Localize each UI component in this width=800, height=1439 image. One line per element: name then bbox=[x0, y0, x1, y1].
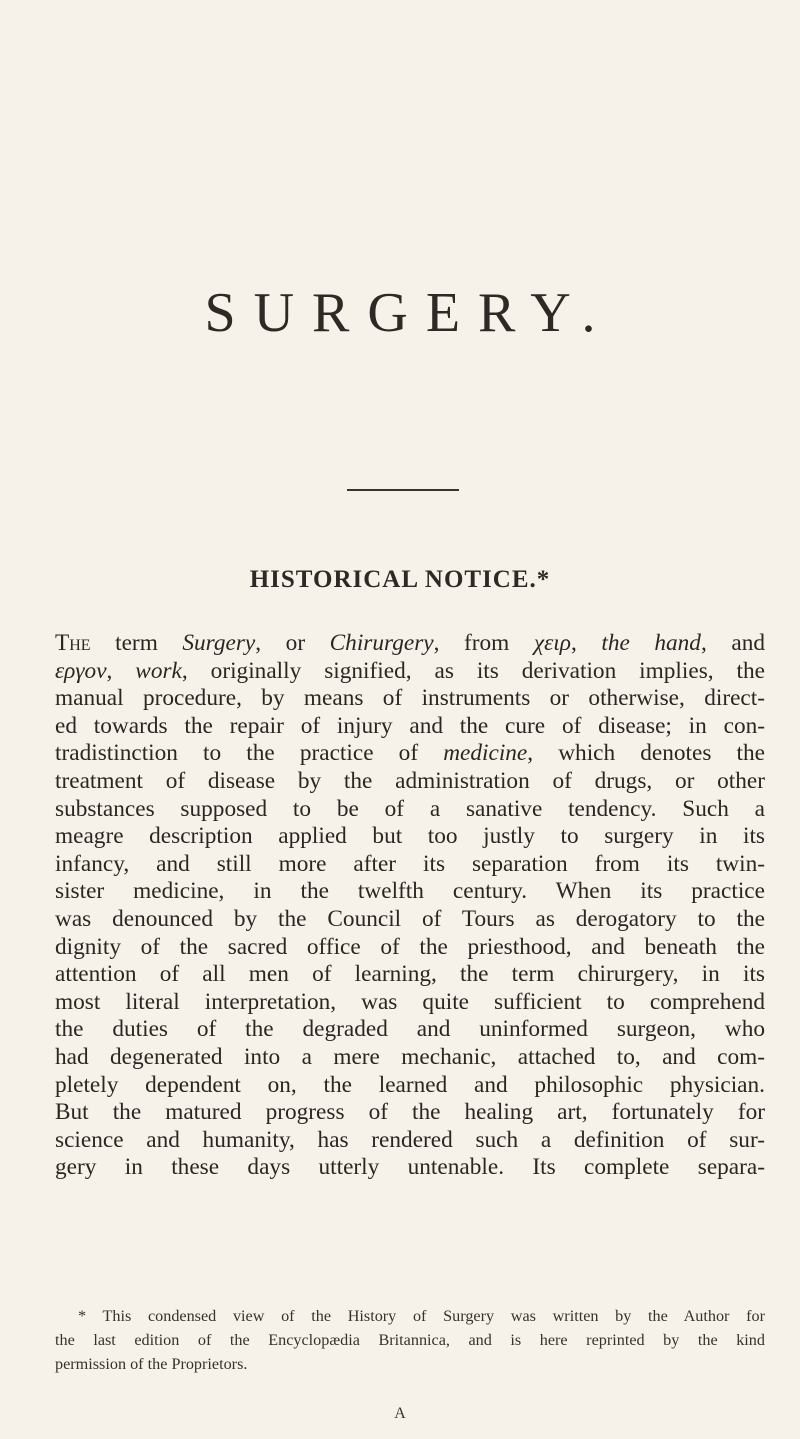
footnote-line: the last edition of the Encyclopædia Britannica, and is here reprinted by the kind bbox=[55, 1331, 765, 1349]
text-run: science and humanity, has rendered such a definition of sur- bbox=[55, 1126, 765, 1153]
page-title: SURGERY. bbox=[204, 282, 614, 344]
text-line bbox=[55, 796, 765, 824]
text-run: infancy, and still more after its separation from its twin- bbox=[55, 850, 765, 877]
text-line bbox=[55, 1072, 765, 1100]
text-run: sister medicine, in the twelfth century. When its practice bbox=[55, 878, 765, 905]
italic-term: the hand bbox=[601, 630, 701, 656]
italic-term: χειρ bbox=[533, 630, 571, 656]
text-run: , or bbox=[255, 630, 330, 656]
text-line bbox=[55, 906, 765, 934]
text-run: , bbox=[106, 657, 136, 684]
text-line bbox=[55, 1044, 765, 1072]
text-line bbox=[55, 658, 765, 686]
text-run: , and bbox=[700, 630, 765, 656]
text-run: , originally signified, as its derivation implies, the bbox=[181, 657, 765, 684]
text-run: pletely dependent on, the learned and philosophic physician. bbox=[55, 1071, 765, 1098]
text-run: gery in these days utterly untenable. Its complete separa- bbox=[55, 1154, 765, 1181]
text-run: dignity of the sacred office of the priesthood, and beneath the bbox=[55, 933, 765, 960]
text-line bbox=[55, 685, 765, 713]
text-run: ed towards the repair of injury and the cure of disease; in con- bbox=[55, 712, 765, 739]
text-run: , from bbox=[433, 630, 534, 656]
text-run: treatment of disease by the administration of drugs, or other bbox=[55, 767, 765, 794]
text-run: attention of all men of learning, the term chirurgery, in its bbox=[55, 961, 765, 988]
text-line bbox=[55, 823, 765, 851]
text-run: tradistinction to the practice of bbox=[55, 740, 444, 767]
title-divider bbox=[347, 489, 459, 491]
text-line bbox=[55, 713, 765, 741]
footnote bbox=[55, 1304, 765, 1376]
text-run: meagre description applied but too justly to surgery in its bbox=[55, 823, 765, 850]
text-line bbox=[55, 768, 765, 796]
text-run: But the matured progress of the healing art, fortunately for bbox=[55, 1099, 765, 1126]
text-run: , bbox=[570, 630, 602, 656]
text-line bbox=[55, 934, 765, 962]
italic-term: medicine bbox=[443, 740, 528, 767]
text-line bbox=[55, 1016, 765, 1044]
text-line bbox=[55, 878, 765, 906]
text-run: term bbox=[90, 630, 183, 656]
text-run: , which denotes the bbox=[527, 740, 765, 767]
italic-term: εργον bbox=[55, 657, 107, 684]
signature-mark: A bbox=[394, 1405, 406, 1422]
section-heading: HISTORICAL NOTICE.* bbox=[249, 566, 551, 593]
italic-term: Chirurgery bbox=[329, 630, 434, 656]
text-run: substances supposed to be of a sanative tendency. Such a bbox=[55, 795, 765, 822]
text-line bbox=[55, 1154, 765, 1182]
text-line bbox=[55, 1099, 765, 1127]
text-line bbox=[55, 851, 765, 879]
text-line bbox=[55, 1127, 765, 1155]
text-line bbox=[55, 630, 765, 658]
footnote-line: * This condensed view of the History of Surgery was written by the Author for bbox=[78, 1307, 765, 1325]
italic-term: work bbox=[135, 657, 182, 684]
text-line bbox=[55, 961, 765, 989]
text-line bbox=[55, 740, 765, 768]
text-run: was denounced by the Council of Tours as derogatory to the bbox=[55, 905, 765, 932]
body-paragraph bbox=[55, 630, 765, 1182]
small-caps-word: The bbox=[55, 630, 91, 656]
text-run: manual procedure, by means of instruments or otherwise, direct- bbox=[55, 685, 765, 712]
text-run: most literal interpretation, was quite sufficient to comprehend bbox=[55, 988, 765, 1015]
italic-term: Surgery bbox=[182, 630, 256, 656]
text-line bbox=[55, 989, 765, 1017]
text-run: the duties of the degraded and uninformed surgeon, who bbox=[55, 1016, 765, 1043]
text-run: had degenerated into a mere mechanic, attached to, and com- bbox=[55, 1043, 765, 1070]
footnote-line: permission of the Proprietors. bbox=[55, 1355, 248, 1373]
